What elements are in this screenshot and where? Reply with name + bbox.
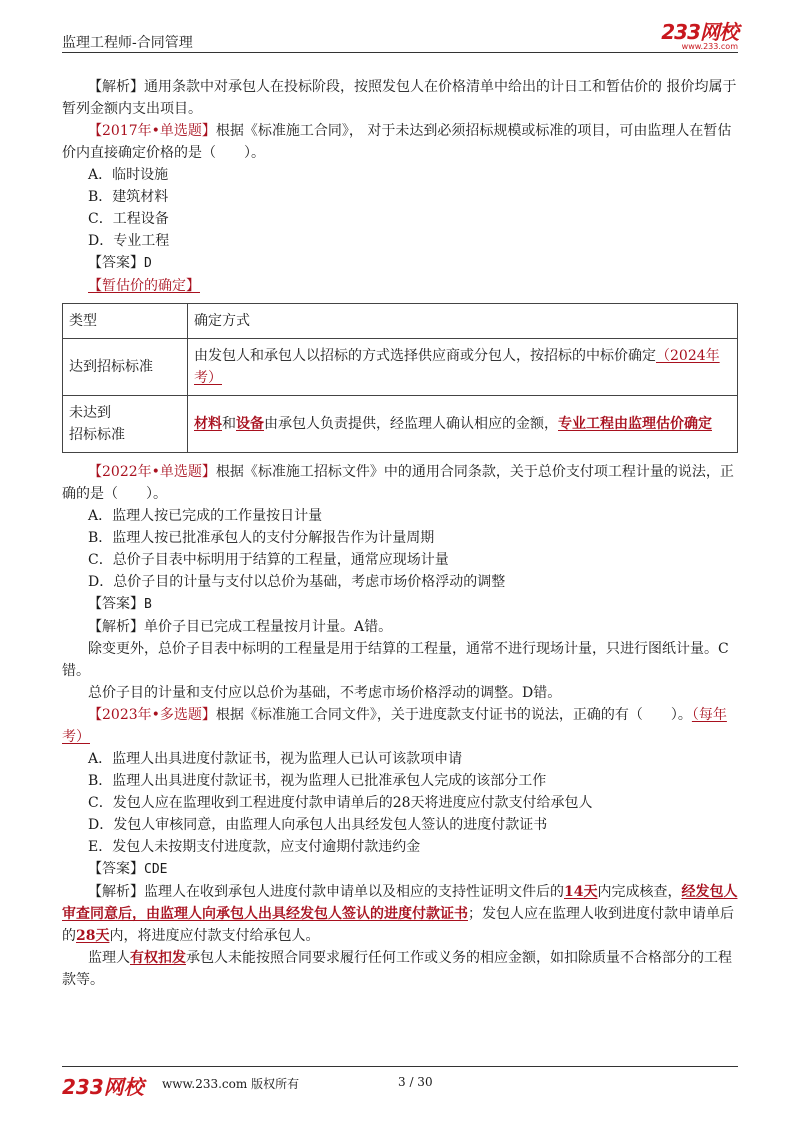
- q3-analysis-2: 除变更外，总价子目表中标明的工程量是用于结算的工程量，通常不进行现场计量，只进行图纸计量。C错。: [62, 641, 729, 679]
- option-b: B．监理人按已批准承包人的支付分解报告作为计量周期: [88, 530, 435, 546]
- option-b: B．建筑材料: [88, 189, 169, 205]
- table-row: [63, 339, 738, 396]
- row2-method: 材料和设备由承包人负责提供，经监理人确认相应的金额，专业工程由监理估价确定: [188, 396, 738, 453]
- q4-analysis: 【解析】监理人在收到承包人进度付款申请单以及相应的支持性证明文件后的14天内完成核查，经发包人审查同意后，由监理人向承包人出具经发包人签认的进度付款证书；发包人应在监理人收到进度付款申请单后的28天内，将进度应付款支付给承包人。: [62, 884, 738, 944]
- header-type: 类型: [63, 304, 188, 339]
- option-d: D．总价子目的计量与支付以总价为基础，考虑市场价格浮动的调整: [88, 574, 506, 590]
- page-footer: [62, 1066, 738, 1097]
- logo-url: www.233.com: [681, 42, 738, 51]
- option-d: D．专业工程: [88, 233, 170, 249]
- row2-type: 未达到 招标标准: [63, 396, 188, 453]
- header-title: 监理工程师-合同管理: [62, 35, 193, 51]
- q2-stem: 【2017年•单选题】根据《标准施工合同》， 对于未达到必须招标规模或标准的项目，可由监理人在暂估价内直接确定价格的是（ ）。: [62, 123, 732, 161]
- q3-analysis: 【解析】单价子目已完成工程量按月计量。A错。: [88, 619, 393, 635]
- question-tag: 【2017年•单选题】: [88, 123, 216, 139]
- estimate-price-table: [62, 303, 738, 453]
- option-c: C．总价子目表中标明用于结算的工程量，通常应现场计量: [88, 552, 449, 568]
- logo-text: 233网校: [661, 20, 738, 44]
- footer-copyright: www.233.com 版权所有: [162, 1077, 300, 1091]
- page-header: [62, 22, 738, 53]
- document-body: [62, 76, 738, 991]
- question-tag: 【2023年•多选题】: [88, 707, 216, 723]
- q1-analysis: 【解析】通用条款中对承包人在投标阶段，按照发包人在价格清单中给出的计日工和暂估价的 报价均属于暂列金额内支出项目。: [62, 79, 737, 117]
- option-a: A．临时设施: [88, 167, 169, 183]
- table-title: 【暂估价的确定】: [88, 278, 200, 294]
- option-b: B．监理人出具进度付款证书，视为监理人已批准承包人完成的该部分工作: [88, 773, 547, 789]
- q3-analysis-3: 总价子目的计量和支付应以总价为基础，不考虑市场价格浮动的调整。D错。: [88, 685, 562, 701]
- q4-answer: 【答案】CDE: [88, 861, 168, 877]
- row1-method: 由发包人和承包人以招标的方式选择供应商或分包人，按招标的中标价确定（2024年考）: [188, 339, 738, 396]
- option-a: A．监理人出具进度付款证书，视为监理人已认可该款项申请: [88, 751, 463, 767]
- table-header-row: [63, 304, 738, 339]
- row1-type: 达到招标标准: [63, 339, 188, 396]
- q4-analysis-2: 监理人有权扣发承包人未能按照合同要求履行任何工作或义务的相应金额，如扣除质量不合格部分的工程款等。: [62, 950, 732, 988]
- option-a: A．监理人按已完成的工作量按日计量: [88, 508, 323, 524]
- question-tag: 【2022年•单选题】: [88, 464, 216, 480]
- option-c: C．发包人应在监理收到工程进度付款申请单后的28天将进度应付款支付给承包人: [88, 795, 593, 811]
- header-method: 确定方式: [188, 304, 738, 339]
- brand-logo: [661, 22, 738, 52]
- footer-logo: 233网校: [62, 1075, 144, 1099]
- page-number: 3 / 30: [398, 1075, 433, 1089]
- q3-answer: 【答案】B: [88, 596, 152, 612]
- option-d: D．发包人审核同意，由监理人向承包人出具经发包人签认的进度付款证书: [88, 817, 548, 833]
- q4-stem: 【2023年•多选题】根据《标准施工合同文件》，关于进度款支付证书的说法，正确的有（ ）。（每年考）: [62, 707, 727, 745]
- q2-answer: 【答案】D: [88, 255, 152, 271]
- option-c: C．工程设备: [88, 211, 169, 227]
- option-e: E．发包人未按期支付进度款，应支付逾期付款违约金: [88, 839, 421, 855]
- q3-stem: 【2022年•单选题】根据《标准施工招标文件》中的通用合同条款，关于总价支付项工程计量的说法，正确的是（ ）。: [62, 464, 734, 502]
- table-row: [63, 396, 738, 453]
